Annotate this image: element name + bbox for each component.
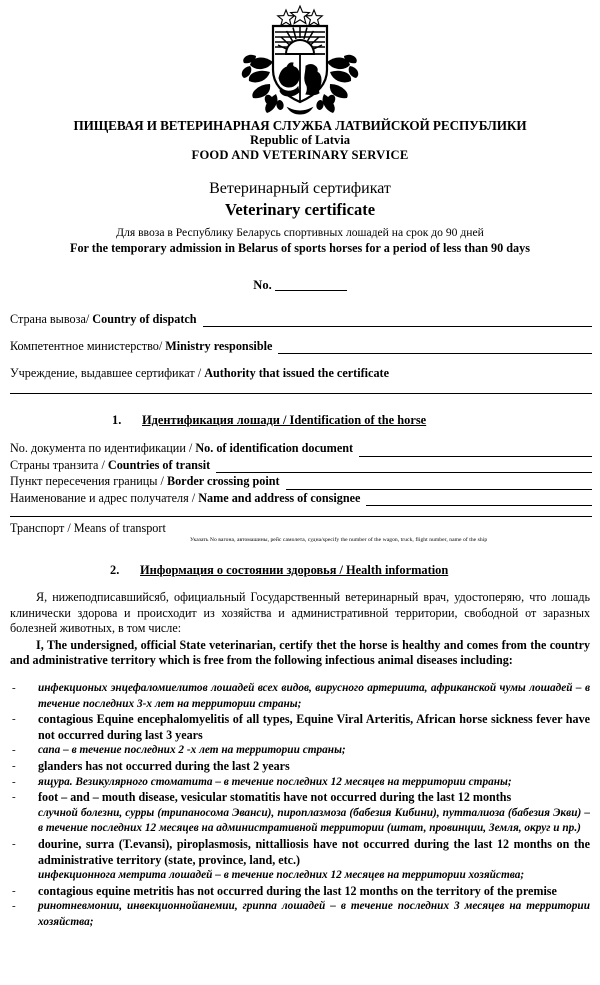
field-label-ru: Наименование и адрес получателя / (10, 490, 196, 505)
emblem-container (0, 0, 600, 118)
country-name: Republic of Latvia (249, 133, 351, 147)
field-border-crossing-point[interactable] (10, 474, 592, 490)
field-name-address-of-consignee[interactable] (10, 491, 592, 507)
list-item-text: сапа – в течение последних 2 -х лет на территории страны; (38, 744, 346, 757)
certificate-number-row (0, 278, 600, 293)
certificate-number-label: No. (253, 278, 272, 292)
coat-of-arms-of-latvia-icon (236, 4, 364, 116)
field-label-en: Country of dispatch (92, 312, 197, 326)
list-item (10, 712, 590, 743)
list-item (10, 775, 590, 791)
list-bullet: - (12, 791, 16, 804)
field-label-en: Ministry responsible (165, 339, 273, 353)
field-label-en: Countries of transit (107, 457, 211, 472)
field-label-ru: Пункт пересечения границы / (10, 474, 164, 488)
certificate-scope-ru: Для ввоза в Республику Беларусь спортивных лошадей на срок до 90 дней (116, 226, 484, 239)
field-label-en: Name and address of consignee (198, 490, 361, 505)
field-issuing-authority[interactable] (10, 365, 592, 381)
list-item-text: foot – and – mouth disease, vesicular stomatitis have not occurred during the last 12 months (38, 790, 512, 805)
section-1-heading (0, 413, 600, 428)
list-bullet: - (12, 900, 16, 913)
list-item-text: ящура. Везикулярного стоматита – в течение последних 12 месяцев на территории страны; (38, 775, 512, 788)
dispatch-fields (0, 311, 600, 381)
list-bullet: - (12, 837, 16, 850)
declaration-paragraph-ru: Я, нижеподписавшийсяб, официальный Государственный ветеринарный врач, удостоперяю, что лошадь клинически здорова и происходит из хозяйства и административной территории, свободной от заразных болезней животных, в том числе: (10, 590, 590, 636)
section-1-number: 1. (112, 413, 122, 427)
list-bullet (10, 868, 38, 884)
certificate-scope-en: For the temporary admission in Belarus of sports horses for a period of less than 90 days (70, 241, 530, 255)
list-bullet: - (12, 713, 16, 726)
issuing-authority-input-line[interactable] (10, 392, 592, 394)
list-bullet: - (12, 775, 16, 788)
list-item-text: инфекционых энцефаломиелитов лошадей всех видов, вирусного артериита, африканской чумы лошадей – в течение последних 3-х лет на территории страны; (38, 681, 590, 710)
field-label-en: Authority that issued the certificate (204, 366, 390, 380)
list-item-text: contagious Equine encephalomyelitis of all types, Equine Viral Arteritis, African horse sickness fever have not occurred during last 3 years (38, 712, 590, 742)
field-label-en: Border crossing point (166, 474, 280, 488)
field-input-line[interactable] (286, 478, 592, 490)
list-bullet: - (12, 681, 16, 694)
transport-footnote: Указать No вагона, автомашины, рейс самолета, судна/specify the number of the wagon, truck, flight number, name of the ship (190, 537, 488, 543)
list-item (10, 759, 590, 775)
list-item (10, 743, 590, 759)
organization-title-ru: ПИЩЕВАЯ И ВЕТЕРИНАРНАЯ СЛУЖБА ЛАТВИЙСКОЙ РЕСПУБЛИКИ (73, 118, 527, 133)
list-bullet: - (12, 759, 16, 772)
list-item (10, 884, 590, 900)
list-bullet: - (12, 884, 16, 897)
list-bullet: - (12, 744, 16, 757)
list-item (10, 681, 590, 712)
field-label-ru: Транспорт / (10, 521, 71, 535)
list-item (10, 790, 590, 806)
field-label-ru: Учреждение, выдавшее сертификат / (10, 366, 202, 380)
list-bullet (10, 806, 38, 822)
declaration-block (0, 590, 600, 669)
list-item (10, 868, 590, 884)
list-item (10, 837, 590, 868)
list-item-text: dourine, surra (T.evansi), piroplasmosis, nittalliosis have not occurred during the last 12 months on the administrative territory (state, province, land, etc.) (38, 836, 590, 867)
field-ministry-responsible[interactable] (10, 338, 592, 354)
field-label-ru: No. документа по идентификации / (10, 441, 193, 455)
disease-list (0, 681, 600, 931)
field-label-ru: Страны транзита / (10, 457, 105, 472)
list-item-text: ринотневмонии, инвекционнойанемии, гриппа лошадей – в течение последних 3 месяцев на территории хозяйства; (38, 900, 590, 928)
field-identification-document-no[interactable] (10, 441, 592, 457)
list-item-text: contagious equine metritis has not occurred during the last 12 months on the territory of the premise (38, 883, 557, 898)
list-item (10, 806, 590, 837)
field-input-line[interactable] (366, 494, 592, 506)
list-item (10, 899, 590, 930)
field-label-ru: Страна вывоза/ (10, 312, 90, 326)
field-means-of-transport[interactable] (10, 520, 592, 536)
consignee-continuation-line[interactable] (10, 515, 592, 517)
transport-block (0, 520, 600, 544)
section-2-title: Информация о состоянии здоровья / Health information (140, 563, 449, 577)
list-item-text: инфекционнога метрита лошадей – в течение последних 12 месяцев на территории хозяйства; (38, 869, 525, 882)
field-label-en: No. of identification document (195, 441, 354, 455)
field-countries-of-transit[interactable] (10, 458, 592, 474)
certificate-title-ru: Ветеринарный сертификат (209, 180, 391, 197)
field-input-line[interactable] (216, 461, 592, 473)
certificate-title-en: Veterinary certificate (224, 200, 376, 219)
field-country-of-dispatch[interactable] (10, 311, 592, 327)
declaration-paragraph-en: I, The undersigned, official State veterinarian, certify thet the horse is healthy and comes from the country and administrative territory which is free from the following infectious animal diseases including: (10, 637, 590, 668)
field-input-line[interactable] (203, 315, 592, 327)
organization-title-en: FOOD AND VETERINARY SERVICE (191, 148, 409, 162)
field-input-line[interactable] (278, 342, 592, 354)
field-input-line[interactable] (359, 445, 592, 457)
field-label-en: Means of transport (73, 521, 166, 535)
certificate-number-input[interactable] (275, 279, 347, 291)
section-1-title: Идентификация лошади / Identification of the horse (142, 413, 427, 427)
section-2-number: 2. (110, 563, 120, 577)
list-item-text: случной болезни, сурры (трипаносома Эванси), пироплазмоза (бабезия Кибини), путталиоза (бабезия Экви) – в течение последних 12 месяцев на административной территории (штат, провинции, Земля, округ и пр.) (38, 806, 590, 835)
section-2-heading (0, 563, 600, 578)
field-label-ru: Компетентное министерство/ (10, 339, 163, 353)
list-item-text: glanders has not occurred during the last 2 years (38, 758, 290, 773)
identification-fields (0, 441, 600, 506)
